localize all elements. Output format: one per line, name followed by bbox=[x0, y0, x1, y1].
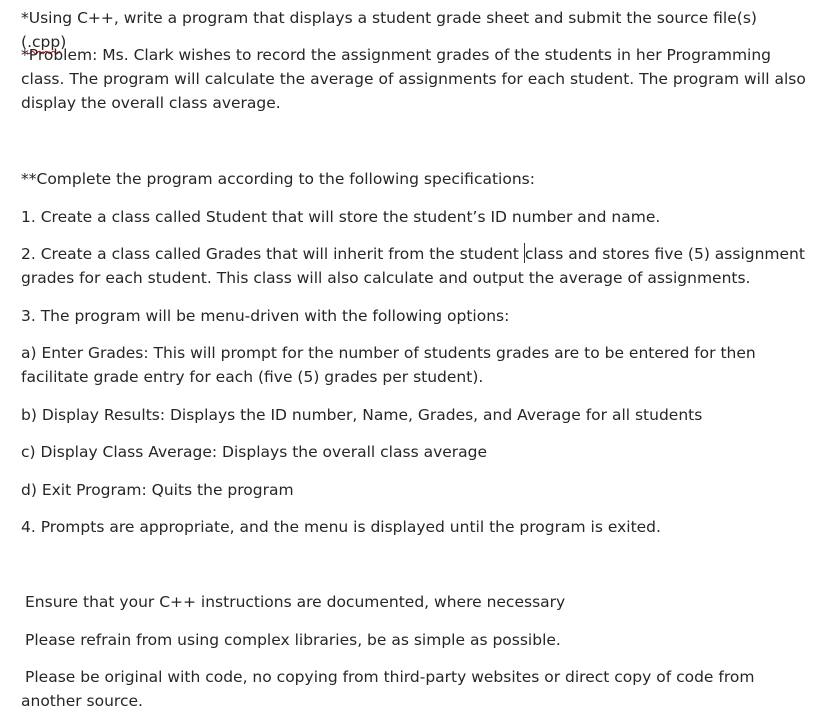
note-simplicity: Please refrain from using complex libraries, be as simple as possible. bbox=[25, 631, 561, 649]
intro-close-paren: ) bbox=[60, 33, 67, 51]
paragraph-problem: *Problem: Ms. Clark wishes to record the assignment grades of the students in her Programming class. The program will calculate the average of assignments for each student. The program will also display the overall class average. bbox=[21, 46, 806, 112]
spec-item-1: 1. Create a class called Student that will store the student’s ID number and name. bbox=[21, 208, 661, 226]
note-originality: Please be original with code, no copying from third-party websites or direct copy of code from another source. bbox=[21, 668, 755, 710]
spec-item-3: 3. The program will be menu-driven with the following options: bbox=[21, 307, 510, 325]
spec-item-4: 4. Prompts are appropriate, and the menu is displayed until the program is exited. bbox=[21, 518, 661, 536]
menu-option-a: a) Enter Grades: This will prompt for the number of students grades are to be entered for then facilitate grade entry for each (five (5) grades per student). bbox=[21, 344, 756, 386]
spec-item-2 bbox=[21, 242, 806, 290]
note-documentation: Ensure that your C++ instructions are documented, where necessary bbox=[25, 593, 566, 611]
menu-option-b: b) Display Results: Displays the ID number, Name, Grades, and Average for all students bbox=[21, 406, 703, 424]
menu-option-c: c) Display Class Average: Displays the overall class average bbox=[21, 443, 488, 461]
intro-text: *Using C++, write a program that displays a student grade sheet and submit the source file(s) ( bbox=[21, 9, 757, 51]
menu-option-d: d) Exit Program: Quits the program bbox=[21, 481, 294, 499]
file-extension-spellcheck: .cpp bbox=[27, 33, 61, 51]
spec-item-2-text-a: 2. Create a class called Grades that will inherit from the student bbox=[21, 245, 524, 263]
paragraph-specs-heading: **Complete the program according to the following specifications: bbox=[21, 170, 535, 188]
spec-item-2-text-b: class and stores five (5) assignment grades for each student. This class will also calculate and output the average of assignments. bbox=[21, 245, 805, 287]
